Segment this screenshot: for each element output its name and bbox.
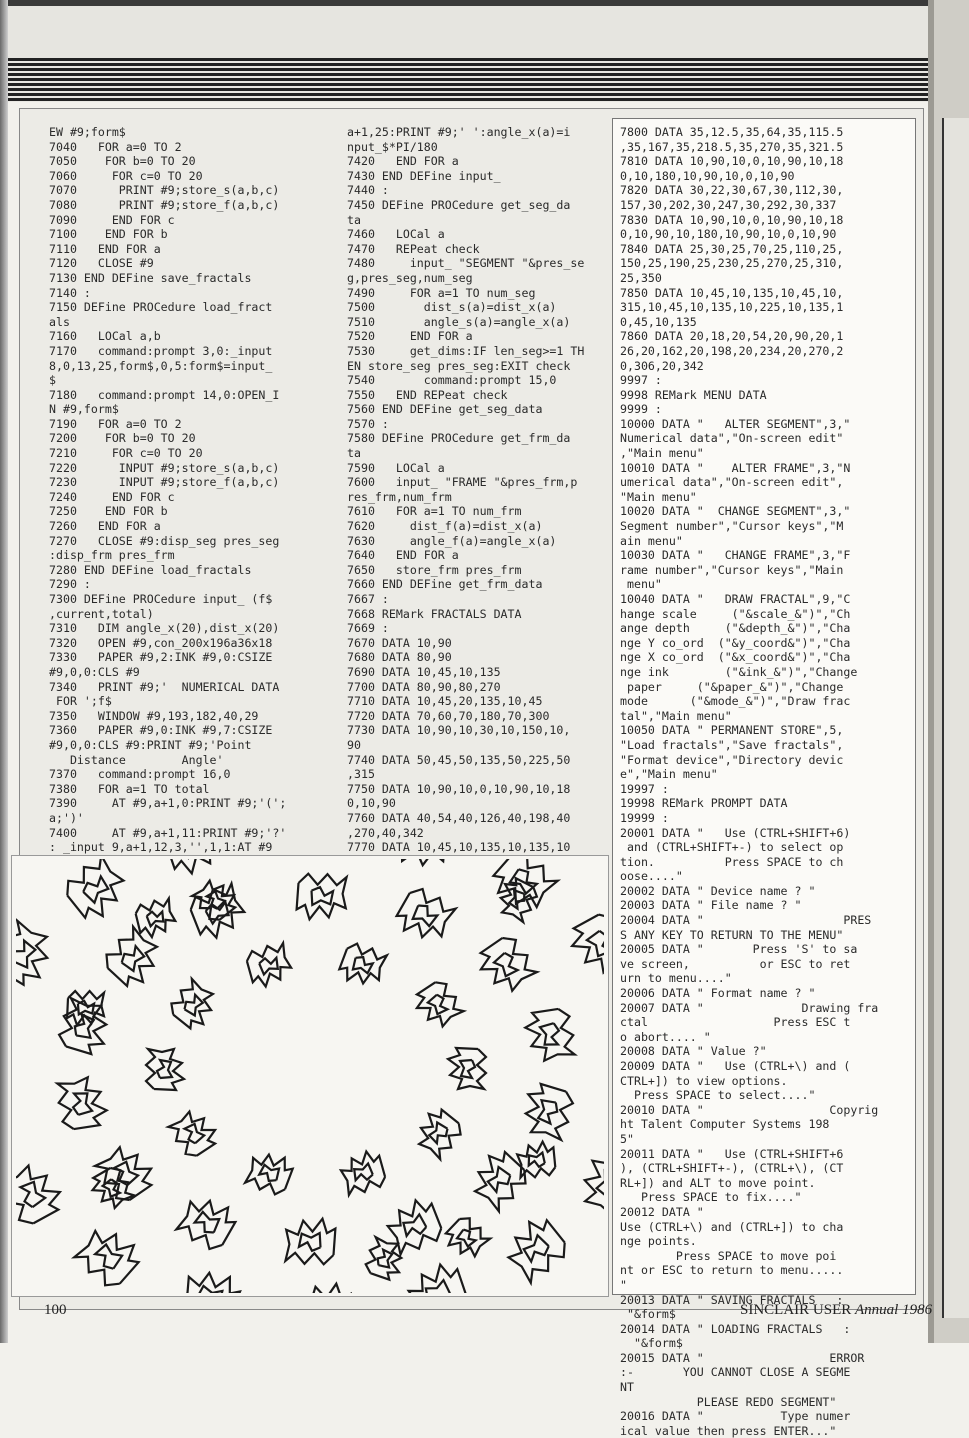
next-page-edge xyxy=(928,0,969,1343)
fractal-stroke xyxy=(259,1165,279,1181)
listing-column-2: a+1,25:PRINT #9;' ':angle_x(a)=i nput_$*PI/180 7420 END FOR a 7430 END DEFine input_ 7440 : 7450 DEFine PROCedure get_seg_da ta 7460 LOCal a 7470 REPeat check 7480 input_ "SEGMENT "&pres_se g,pres_seg,num_seg 7490 FOR a=1 TO num_seg 7500 dist_s(a)=dist_x(a) 7510 angle_s(a)=angle_x(a) 7520 END FOR a 7530 get_dims:IF len_seg>=1 TH EN store_seg pres_seg:EXIT check 7540 command:prompt 15,0 7550 END REPeat check 7560 END DEFine get_seg_data 7570 : 7580 DEFine PROCedure get_frm_da ta 7590 LOCal a 7600 input_ "FRAME "&pres_frm,p res_frm,num_frm 7610 FOR a=1 TO num_frm 7620 dist_f(a)=dist_x(a) 7630 angle_f(a)=angle_x(a) 7640 END FOR a 7650 store_frm pres_frm 7660 END DEFine get_frm_data 7667 : 7668 REMark FRACTALS DATA 7669 : 7670 DATA 10,90 7680 DATA 80,90 7690 DATA 10,45,10,135 7700 DATA 80,90,80,270 7710 DATA 10,45,20,135,10,45 7720 DATA 70,60,70,180,70,300 7730 DATA 10,90,10,30,10,150,10, 90 7740 DATA 50,45,50,135,50,225,50 ,315 7750 DATA 10,90,10,0,10,90,10,18 0,10,90 7760 DATA 40,54,40,126,40,198,40 ,270,40,342 7770 DATA 10,45,10,135,10,135,10 xyxy=(347,125,585,855)
fractal-stroke xyxy=(538,1100,557,1123)
fractal-stroke xyxy=(312,887,334,905)
listing-column-1: EW #9;form$ 7040 FOR a=0 TO 2 7050 FOR b=0 TO 20 7060 FOR c=0 TO 20 7070 PRINT #9;store_s(a,b,c) 7080 PRINT #9;store_f(a,b,c) 7090 END FOR c 7100 END FOR b 7110 END FOR a 7120 CLOSE #9 7130 END DEFine save_fractals 7140 : 7150 DEFine PROCedure load_fract als 7160 LOCal a,b 7170 command:prompt 3,0:_input 8,0,13,25,form$,0,5:form$=input_ $ 7180 command:prompt 14,0:OPEN_I N #9,form$ 7190 FOR a=0 TO 2 7200 FOR b=0 TO 20 7210 FOR c=0 TO 20 7220 INPUT #9;store_s(a,b,c) 7230 INPUT #9;store_f(a,b,c) 7240 END FOR c 7250 END FOR b 7260 END FOR a 7270 CLOSE #9:disp_seg pres_seg :disp_frm pres_frm 7280 END DEFine load_fractals 7290 : 7300 DEFine PROCedure input_ (f$ ,current,total) 7310 DIM angle_x(20),dist_x(20) 7320 OPEN #9,con_200x196a36x18 7330 PAPER #9,2:INK #9,0:CSIZE #9,0,0:CLS #9 7340 PRINT #9;' NUMERICAL DATA FOR ';f$ 7350 WINDOW #9,193,182,40,29 7360 PAPER #9,0:INK #9,7:CSIZE #9,0,0:CLS #9:PRINT #9;'Point Distance Angle' 7370 command:prompt 16,0 7380 FOR a=1 TO total 7390 AT #9,a+1,0:PRINT #9;'('; a;')' 7400 AT #9,a+1,11:PRINT #9;'?' : _input 9,a+1,12,3,'',1,1:AT #9 xyxy=(49,125,287,855)
fractal-stroke xyxy=(136,898,176,937)
fractal-stroke xyxy=(171,979,213,1029)
fractal-stroke xyxy=(195,1212,220,1233)
fractal-stroke xyxy=(57,1077,106,1129)
fractal-stroke xyxy=(157,1060,172,1078)
fractal-stroke xyxy=(529,1153,545,1167)
fractal-stroke xyxy=(20,1182,45,1207)
fractal-stroke xyxy=(67,859,123,918)
fractal-stroke xyxy=(572,915,604,973)
fractal-stroke xyxy=(378,1250,392,1268)
fractal-stroke xyxy=(517,1142,555,1178)
fractal-stroke xyxy=(475,1152,526,1211)
fractal-stroke xyxy=(597,1171,604,1198)
fractal-stroke xyxy=(460,1060,475,1078)
fractal-drawing xyxy=(16,859,604,1293)
fractal-stroke xyxy=(366,1237,402,1280)
fractal-stroke xyxy=(299,1233,321,1251)
fractal-stroke xyxy=(419,1110,461,1160)
fractal-stroke xyxy=(298,1284,351,1293)
header-stripes xyxy=(0,58,969,102)
fractal-stroke xyxy=(392,859,454,865)
fractal-stroke xyxy=(525,1009,574,1061)
publication-issue: Annual 1986 xyxy=(855,1302,933,1318)
top-band xyxy=(0,0,969,58)
fractal-stroke xyxy=(285,1219,335,1265)
fractal-stroke xyxy=(176,1201,235,1249)
fractal-stroke xyxy=(74,1231,138,1285)
fractal-stroke xyxy=(413,906,438,927)
fractal-stroke xyxy=(247,943,291,987)
fractal-stroke xyxy=(354,1164,373,1181)
fractal-stroke xyxy=(59,998,106,1054)
fractal-stroke xyxy=(488,1167,511,1192)
fractal-stroke xyxy=(122,946,145,971)
fractal-screenshot xyxy=(11,855,609,1297)
fractal-stroke xyxy=(73,1093,92,1114)
fractal-stroke xyxy=(448,1048,486,1089)
listing-column-3: 7800 DATA 35,12.5,35,64,35,115.5 ,35,167,35,218.5,35,270,35,321.5 7810 DATA 10,90,10,0,10,90,10,18 0,10,180,10,90,10,0,10,90 7820 DATA 30,22,30,67,30,112,30, 157,30,202,30,247,30,292,30,337 7830 DATA 10,90,10,0,10,90,10,18 0,10,90,10,180,10,90,10,0,10,90 7840 DATA 25,30,25,70,25,110,25, 150,25,190,25,230,25,270,25,310, 25,350 7850 DATA 10,45,10,135,10,45,10, 315,10,45,10,135,10,225,10,135,1 0,45,10,135 7860 DATA 20,18,20,54,20,90,20,1 26,20,162,20,198,20,234,20,270,2 0,306,20,342 9997 : 9998 REMark MENU DATA 9999 : 10000 DATA " ALTER SEGMENT",3," Numerical data","On-screen edit" ,"Main menu" 10010 DATA " ALTER FRAME",3,"N umerical data","On-screen edit", "Main menu" 10020 DATA " CHANGE SEGMENT",3," Segment number","Cursor keys","M ain menu" 10030 DATA " CHANGE FRAME",3,"F rame number","Cursor keys","Main menu" 10040 DATA " DRAW FRACTAL",9,"C hange scale ("&scale_&")","Ch ange depth ("&depth_&")","Cha nge Y co_ord ("&y_coord&")","Cha nge X co_ord ("&x_coord&")","Cha nge ink ("&ink_&")","Change paper ("&paper_&")","Change mode ("&mode_&")","Draw frac tal","Main menu" 10050 DATA " PERMANENT STORE",5, "Load fractals","Save fractals", "Format device","Directory devic e","Main menu" 19997 : 19998 REMark PROMPT DATA 19999 : 20001 DATA " Use (CTRL+SHIFT+6) and (CTRL+SHIFT+-) to select op tion. Press SPACE to ch oose...." 20002 DATA " Device name ? " 20003 DATA " File name ? " 20004 DATA " PRES S ANY KEY TO RETURN TO THE MENU" 20005 DATA " Press 'S' to sa ve screen, or ESC to ret urn to menu...." 20006 DATA " Format name ? " 20007 DATA " Drawing fra ctal Press ESC t o abort.... " 20008 DATA " Value ?" 20009 DATA " Use (CTRL+\) and ( CTRL+]) to view options. Press SPACE to select...." 20010 DATA " Copyrig ht Talent Computer Systems 198 5" 20011 DATA " Use (CTRL+SHIFT+6 ), (CTRL+SHIFT+-), (CTRL+\), (CT RL+]) and ALT to move point. Press SPACE to fix...." 20012 DATA " Use (CTRL+\) and (CTRL+]) to cha nge points. Press SPACE to move poi nt or ESC to return to menu..... " 20013 DATA " SAVING FRACTALS : "&form$ 20014 DATA " LOADING FRACTALS : "&form$ 20015 DATA " ERROR :- YOU CANNOT CLOSE A SEGME NT PLEASE REDO SEGMENT" 20016 DATA " Type numer ical value then press ENTER..." xyxy=(620,125,879,1438)
fractal-stroke xyxy=(526,1084,573,1140)
fractal-stroke xyxy=(146,1049,184,1090)
fractal-stroke xyxy=(166,859,224,873)
fractal-stroke xyxy=(403,1214,426,1236)
publication-footer xyxy=(740,1302,932,1319)
fractal-stroke xyxy=(339,944,387,984)
fractal-stroke xyxy=(353,957,373,973)
fractal-stroke xyxy=(540,1023,559,1044)
page-number: 100 xyxy=(44,1302,67,1318)
top-dark-edge xyxy=(0,0,969,6)
fractal-stroke xyxy=(341,1152,385,1196)
publication-name: SINCLAIR USER xyxy=(740,1302,852,1318)
fractal-stroke xyxy=(197,1286,223,1293)
fractal-stroke xyxy=(147,912,164,927)
page-gutter xyxy=(928,0,934,1343)
fractal-stroke xyxy=(259,958,278,975)
page-binding-edge xyxy=(0,0,8,1343)
next-page-panel xyxy=(942,118,969,1318)
fractal-stroke xyxy=(95,1245,122,1269)
fractal-stroke xyxy=(426,1280,451,1293)
fractal-stroke xyxy=(78,1001,94,1015)
fractal-stroke xyxy=(397,889,456,937)
fractal-stroke xyxy=(107,927,158,986)
fractal-stroke xyxy=(245,1155,293,1195)
fractal-stroke xyxy=(297,874,347,920)
